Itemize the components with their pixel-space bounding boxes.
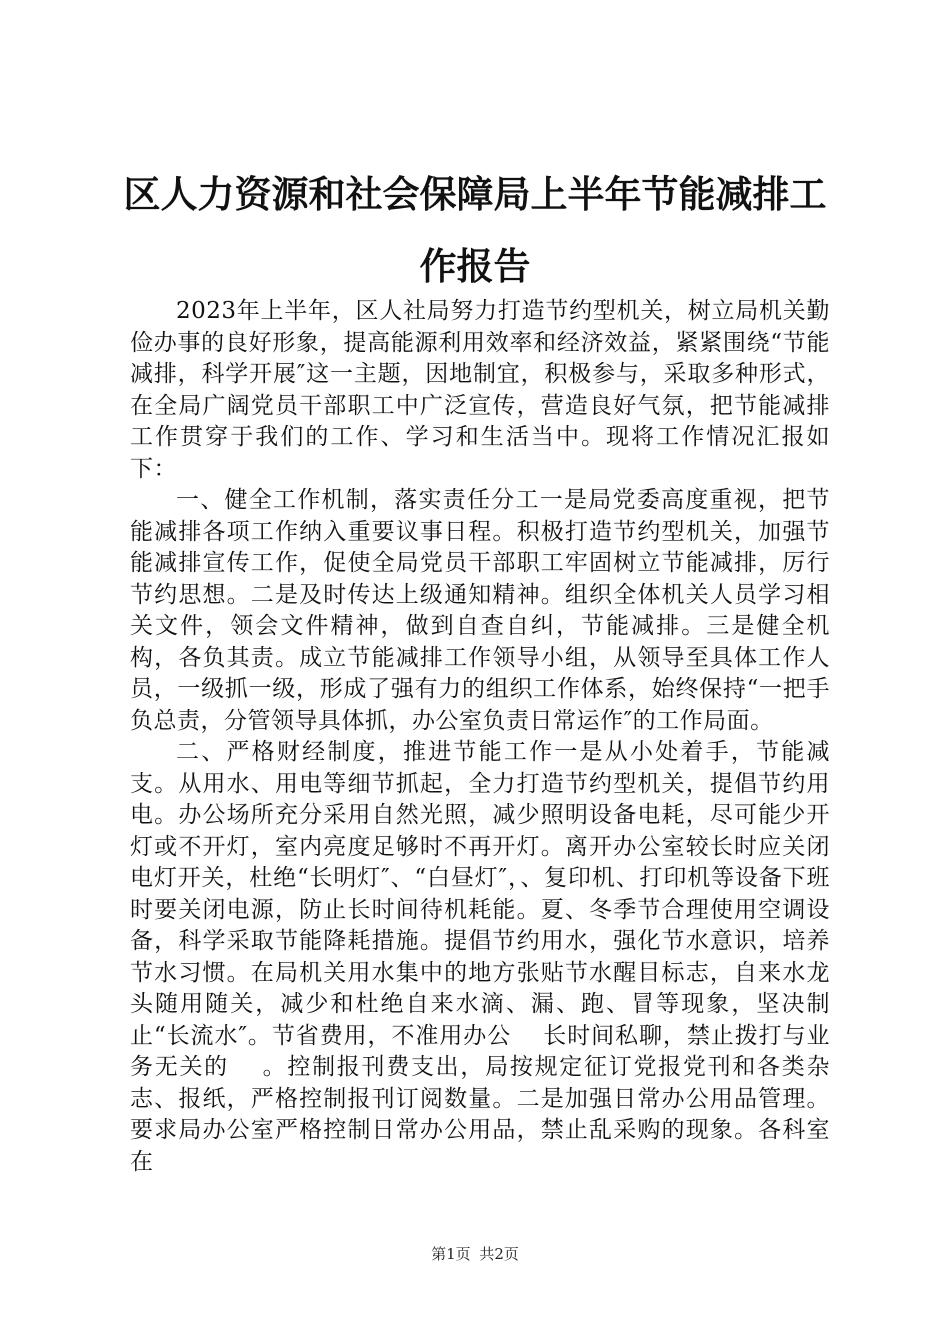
page-total: 共2页: [479, 1245, 519, 1263]
page-number: 第1页: [431, 1245, 471, 1263]
document-title: 区人力资源和社会保障局上半年节能减排工作报告: [123, 172, 827, 288]
paragraph-section-1: 一、健全工作机制，落实责任分工一是局党委高度重视，把节能减排各项工作纳入重要议事日程。积极打造节约型机关，加强节能减排宣传工作，促使全局党员干部职工牢固树立节能减排，厉行节约思想。二是及时传达上级通知精神。组织全体机关人员学习相关文件，领会文件精神，做到自查自纠，节能减排。三是健全机构，各负其责。成立节能减排工作领导小组，从领导至具体工作人员，一级抓一级，形成了强有力的组织工作体系，始终保持“一把手负总责，分管领导具体抓，办公室负责日常运作″的工作局面。: [130, 487, 830, 734]
page-footer: [0, 1244, 950, 1264]
document-body: [130, 296, 830, 1178]
paragraph-section-2: 二、严格财经制度，推进节能工作一是从小处着手，节能减支。从用水、用电等细节抓起，全力打造节约型机关，提倡节约用电。办公场所充分采用自然光照，减少照明设备电耗，尽可能少开灯或不开灯，室内亮度足够时不再开灯。离开办公室较长时应关闭电灯开关，杜绝“长明灯″、“白昼灯″，、复印机、打印机等设备下班时要关闭电源，防止长时间待机耗能。夏、冬季节合理使用空调设备，科学采取节能降耗措施。提倡节约用水，强化节水意识，培养节水习惯。在局机关用水集中的地方张贴节水醒目标志，自来水龙头随用随关，减少和杜绝自来水滴、漏、跑、冒等现象，坚决制止“长流水″。节省费用，不准用办公 长时间私聊，禁止拨打与业务无关的 。控制报刊费支出，局按规定征订党报党刊和各类杂志、报纸，严格控制报刊订阅数量。二是加强日常办公用品管理。要求局办公室严格控制日常办公用品，禁止乱采购的现象。各科室在: [130, 739, 830, 1175]
paragraph-intro: 2023年上半年，区人社局努力打造节约型机关，树立局机关勤俭办事的良好形象，提高能源利用效率和经济效益，紧紧围绕“节能减排，科学开展″这一主题，因地制宜，积极参与，采取多种形式，在全局广阔党员干部职工中广泛宣传，营造良好气氛，把节能减排工作贯穿于我们的工作、学习和生活当中。现将工作情况汇报如下：: [130, 298, 830, 482]
